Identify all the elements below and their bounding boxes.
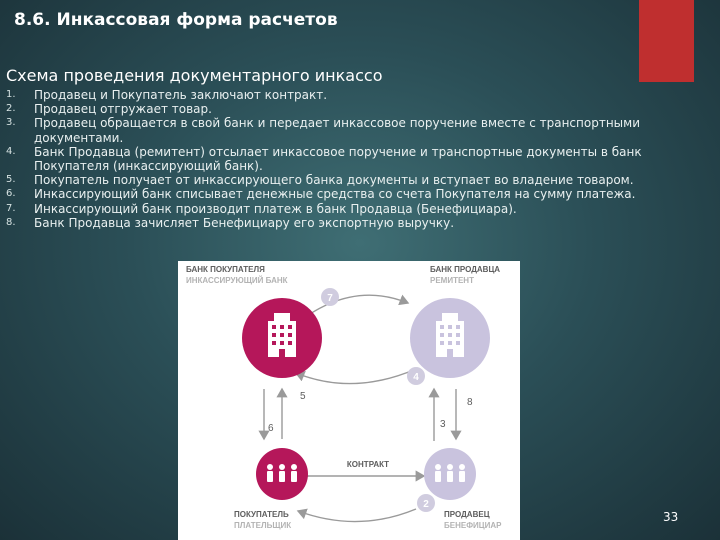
seller-bank-name: БАНК ПРОДАВЦА (430, 265, 501, 274)
list-item (6, 116, 718, 144)
list-item (6, 187, 718, 201)
arrow-step-4 (296, 369, 416, 384)
list-item (6, 173, 718, 187)
step-label-8: 8 (467, 397, 473, 408)
page-number: 33 (663, 510, 679, 524)
step-text: Покупатель получает от инкассирующего банка документы и вступает во владение товаром. (34, 173, 634, 188)
people-group-icon (267, 464, 297, 482)
buyer-bank-role: ИНКАССИРУЮЩИЙ БАНК (186, 276, 288, 285)
diagram-graphics (178, 261, 520, 540)
slide-subtitle: Схема проведения документарного инкассо (6, 66, 383, 85)
slide-title: 8.6. Инкассовая форма расчетов (14, 10, 338, 30)
red-accent-tab (639, 0, 694, 82)
step-text: Инкассирующий банк производит платеж в банк Продавца (Бенефициара). (34, 201, 517, 216)
step-text: Продавец обращается в свой банк и передает инкассовое поручение вместе с транспортными документами. (34, 116, 640, 145)
step-number: 4. (6, 145, 16, 157)
collection-scheme-diagram (178, 261, 520, 540)
arrow-step-2 (298, 509, 416, 522)
seller-bank-role: РЕМИТЕНТ (430, 276, 474, 285)
step-number: 5. (6, 174, 16, 186)
step-label-6: 6 (268, 423, 274, 434)
buyer-role: ПЛАТЕЛЬЩИК (234, 521, 292, 530)
step-label-4: 4 (413, 372, 419, 383)
people-group-icon (435, 464, 465, 482)
list-item (6, 88, 718, 102)
list-item (6, 145, 718, 173)
step-number: 7. (6, 202, 16, 214)
list-item (6, 102, 718, 116)
list-item (6, 216, 718, 230)
step-label-3: 3 (440, 419, 446, 430)
step-number: 1. (6, 89, 16, 100)
step-text: Банк Продавца (ремитент) отсылает инкассовое поручение и транспортные документы в банк Покупателя (инкассирующий банк). (34, 144, 642, 174)
step-label-7: 7 (327, 293, 333, 304)
seller-name: ПРОДАВЕЦ (444, 510, 490, 519)
buyer-name: ПОКУПАТЕЛЬ (234, 510, 289, 519)
step-text: Инкассирующий банк списывает денежные средства со счета Покупателя на сумму платежа. (34, 187, 636, 202)
seller-role: БЕНЕФИЦИАР (444, 521, 502, 530)
list-item (6, 202, 718, 216)
contract-label: КОНТРАКТ (346, 460, 390, 469)
buyer-bank-name: БАНК ПОКУПАТЕЛЯ (186, 265, 265, 274)
step-text: Банк Продавца зачисляет Бенефициару его экспортную выручку. (34, 215, 455, 230)
step-number: 8. (6, 216, 16, 228)
step-number: 2. (6, 103, 16, 115)
step-number: 3. (6, 117, 16, 129)
step-label-5: 5 (300, 391, 306, 402)
step-number: 6. (6, 188, 16, 200)
step-text: Продавец отгружает товар. (34, 102, 212, 117)
step-label-2: 2 (423, 499, 429, 510)
step-text: Продавец и Покупатель заключают контракт. (34, 88, 328, 102)
steps-list (6, 88, 718, 230)
